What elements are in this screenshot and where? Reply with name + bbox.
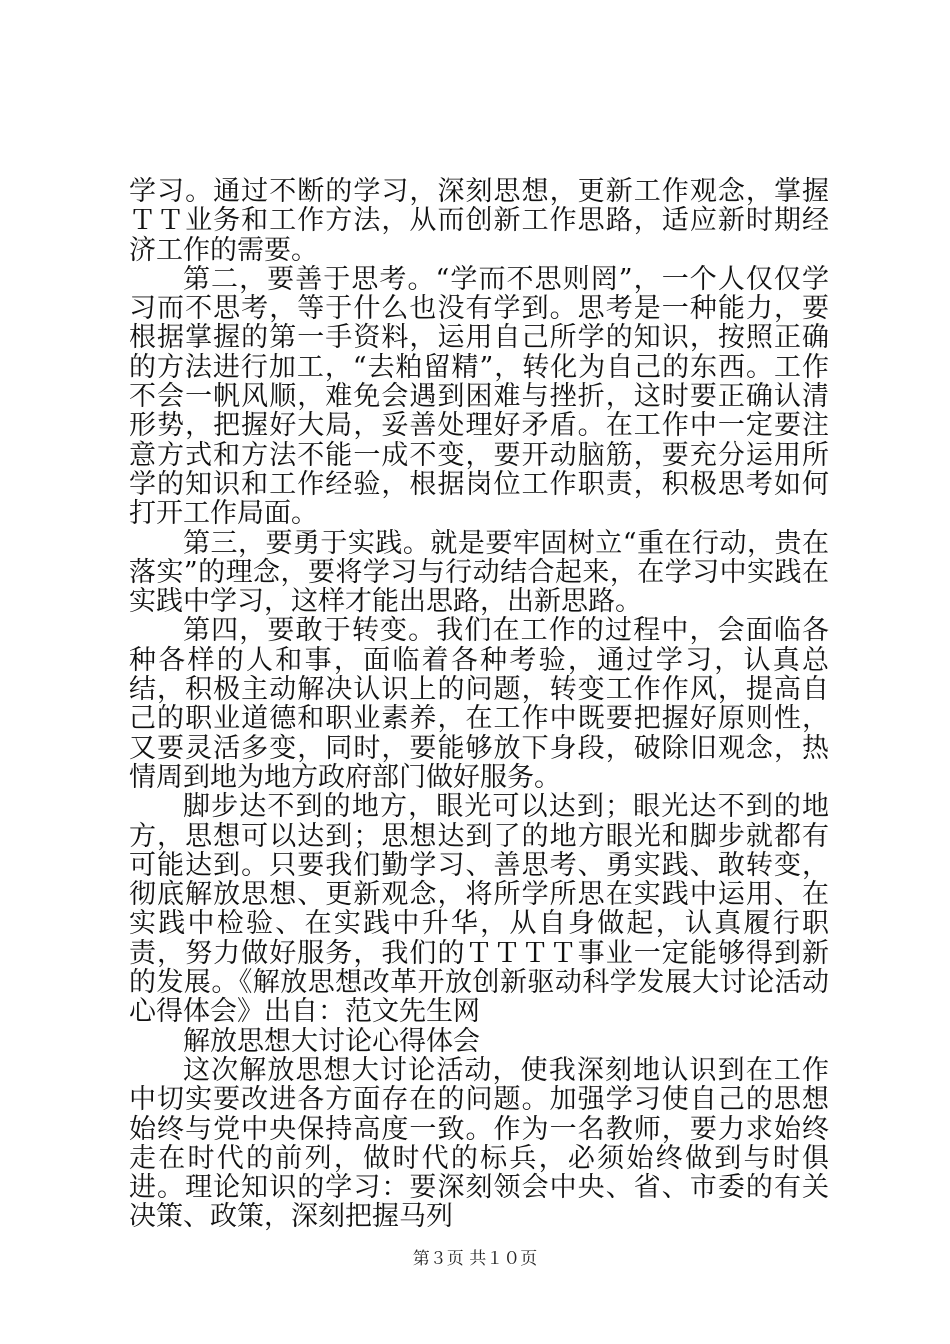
paragraph-new-section: 这次解放思想大讨论活动，使我深刻地认识到在工作中切实要改进各方面存在的问题。加强学习使自己的思想始终与党中央保持高度一致。作为一名教师，要力求始终走在时代的前列，做时代的标兵，必须始终做到与时俱进。理论知识的学习：要深刻领会中央、省、市委的有关决策、政策，深刻把握马列 [129,1054,829,1233]
page-number-footer: 第３页 共１０页 [412,1249,538,1269]
document-body [129,177,829,1232]
paragraph-fourth-point: 第四，要敢于转变。我们在工作的过程中，会面临各种各样的人和事，面临着各种考验，通过学习，认真总结，积极主动解决认识上的问题，转变工作作风，提高自己的职业道德和职业素养，在工作中既要把握好原则性，又要灵活多变，同时，要能够放下身段，破除旧观念，热情周到地为地方政府部门做好服务。 [129,615,829,793]
paragraph-continuation: 学习。通过不断的学习，深刻思想，更新工作观念，掌握ＴＴ业务和工作方法，从而创新工作思路，适应新时期经济工作的需要。 [129,176,829,266]
paragraph-third-point: 第三，要勇于实践。就是要牢固树立“重在行动，贵在落实”的理念，要将学习与行动结合起来，在学习中实践在实践中学习，这样才能出思路，出新思路。 [129,527,829,618]
section-title: 解放思想大讨论心得体会 [183,1025,480,1057]
paragraph-second-point: 第二，要善于思考。“学而不思则罔”，一个人仅仅学习而不思考，等于什么也没有学到。思考是一种能力，要根据掌握的第一手资料，运用自己所学的知识，按照正确的方法进行加工，“去粕留精”，转化为自己的东西。工作不会一帆风顺，难免会遇到困难与挫折，这时要正确认清形势，把握好大局，妥善处理好矛盾。在工作中一定要注意方式和方法不能一成不变，要开动脑筋，要充分运用所学的知识和工作经验，根据岗位工作职责，积极思考如何打开工作局面。 [129,263,829,530]
paragraph-conclusion: 脚步达不到的地方，眼光可以达到；眼光达不到的地方，思想可以达到；思想达到了的地方眼光和脚步就都有可能达到。只要我们勤学习、善思考、勇实践、敢转变，彻底解放思想、更新观念，将所学所思在实践中运用、在实践中检验、在实践中升华，从自身做起，认真履行职责，努力做好服务，我们的ＴＴＴＴ事业一定能够得到新的发展。《解放思想改革开放创新驱动科学发展大讨论活动心得体会》出自：范文先生网 [129,791,829,1028]
